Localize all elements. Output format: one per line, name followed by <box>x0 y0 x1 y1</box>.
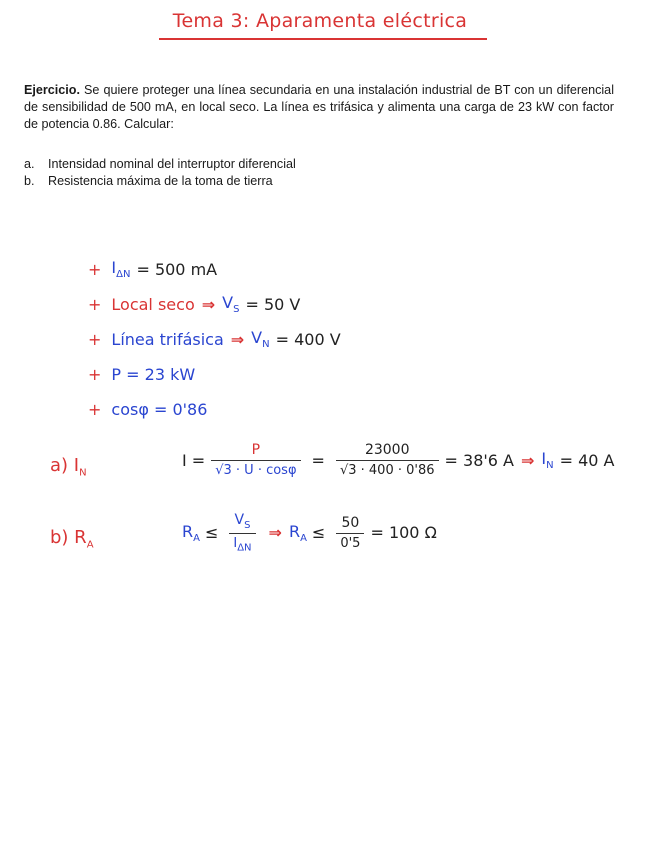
less-equal-sign: ≤ <box>204 523 219 543</box>
formula-lhs: $R_A$ <box>182 521 200 544</box>
fraction <box>229 512 255 553</box>
exercise-text: Se quiere proteger una línea secundaria en una instalación industrial de BT con un diferencial de sensibilidad de 500 mA, en local seco. La línea es trifásica y alimenta una carga de 23 kW con factor de potencia 0.86. Calcular: <box>24 83 614 131</box>
page-title: Tema 3: Aparamenta eléctrica <box>159 10 487 40</box>
fraction <box>211 442 300 478</box>
given-data-item <box>88 357 341 392</box>
solution-b-formula <box>182 512 437 553</box>
implies-arrow-icon: ⇒ <box>201 295 216 314</box>
given-data-item <box>88 322 341 357</box>
implies-arrow-icon: ⇒ <box>230 330 245 349</box>
task-item <box>24 156 614 173</box>
data-symbol: $V_S$ <box>222 293 240 316</box>
given-data-item <box>88 392 341 427</box>
implies-arrow-icon: ⇒ <box>520 450 535 470</box>
given-data-item <box>88 252 341 287</box>
formula-lhs: I = <box>182 450 206 470</box>
fraction <box>336 515 364 551</box>
given-data-list <box>88 252 341 427</box>
plus-icon: + <box>88 330 102 349</box>
solution-a-formula <box>182 442 614 478</box>
equals-sign: = <box>311 450 325 470</box>
fraction-numerator: 50 <box>341 514 360 531</box>
given-data-item <box>88 287 341 322</box>
implies-arrow-icon: ⇒ <box>268 523 282 543</box>
formula-result: = 100 Ω <box>370 523 437 543</box>
fraction-denominator: $I_{\Delta N}$ <box>229 533 255 554</box>
data-value: = 400 V <box>275 330 341 349</box>
task-list <box>24 156 614 190</box>
fraction-denominator: √3 · U · cosφ <box>211 460 300 478</box>
data-value: = 500 mA <box>136 260 218 279</box>
final-value: = 40 A <box>559 450 615 470</box>
formula-result: = 38'6 A <box>444 450 514 470</box>
solution-b-label: b) $R_A$ <box>50 527 94 551</box>
data-value: cosφ = 0'86 <box>111 400 208 419</box>
fraction <box>336 442 439 478</box>
plus-icon: + <box>88 295 102 314</box>
formula-lhs-2: $R_A$ <box>288 521 307 544</box>
title-container <box>0 10 646 40</box>
fraction-numerator: 23000 <box>364 442 410 458</box>
data-symbol: $I_{\Delta N}$ <box>111 258 131 281</box>
task-text: Intensidad nominal del interruptor diferencial <box>48 157 296 171</box>
fraction-numerator: P <box>251 442 261 458</box>
task-text: Resistencia máxima de la toma de tierra <box>48 174 273 188</box>
less-equal-sign: ≤ <box>311 523 326 543</box>
exercise-statement <box>24 82 614 133</box>
plus-icon: + <box>88 260 102 279</box>
task-label: b. <box>24 174 35 188</box>
task-item <box>24 173 614 190</box>
plus-icon: + <box>88 400 102 419</box>
data-value: = 50 V <box>245 295 301 314</box>
fraction-denominator: √3 · 400 · 0'86 <box>336 460 439 478</box>
data-value: P = 23 kW <box>111 365 196 384</box>
data-prefix: Línea trifásica <box>111 330 224 349</box>
solution-a-label: a) $I_N$ <box>50 455 87 479</box>
plus-icon: + <box>88 365 102 384</box>
final-symbol: $I_N$ <box>541 448 554 472</box>
data-prefix: Local seco <box>111 295 195 314</box>
data-symbol: $V_N$ <box>251 328 270 351</box>
task-label: a. <box>24 157 35 171</box>
fraction-numerator: $V_S$ <box>234 512 251 531</box>
fraction-denominator: 0'5 <box>336 533 364 551</box>
exercise-label: Ejercicio. <box>24 83 81 97</box>
